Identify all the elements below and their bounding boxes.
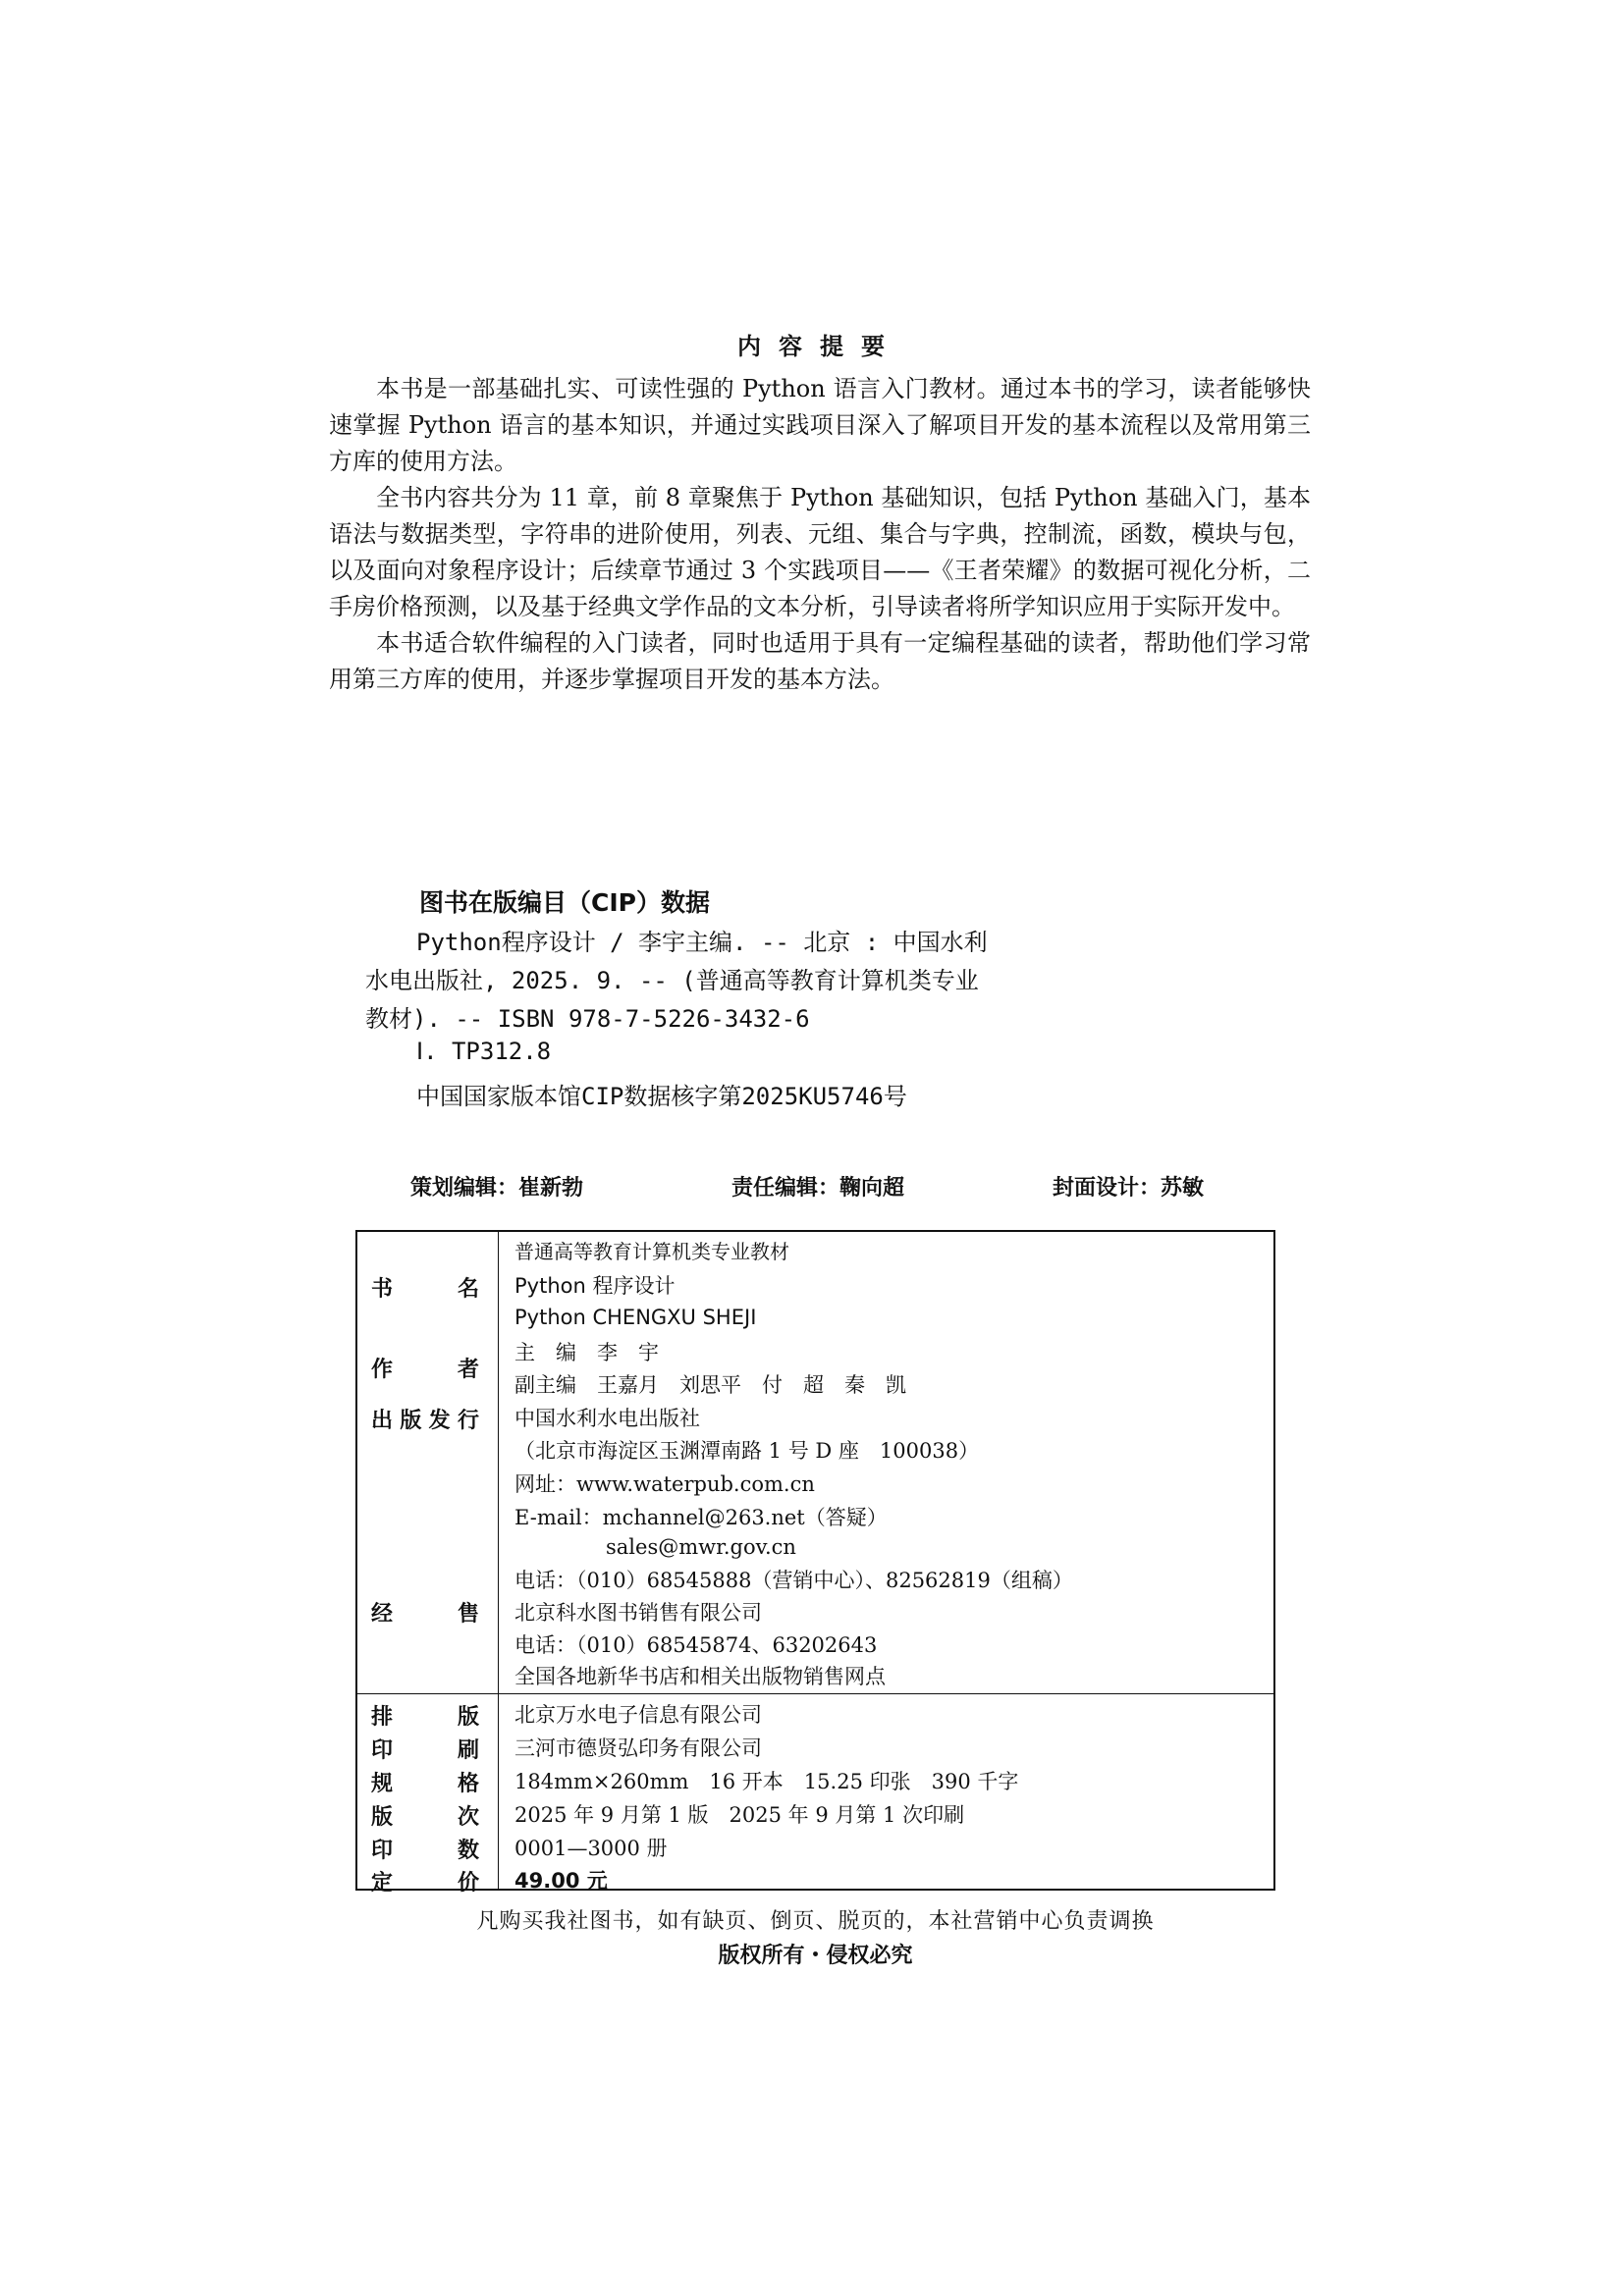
book-title: Python 程序设计 <box>514 1274 676 1298</box>
summary-paragraph: 本书适合软件编程的入门读者，同时也适用于具有一定编程基础的读者，帮助他们学习常用第三方库的使用，并逐步掌握项目开发的基本方法。 <box>329 629 1311 693</box>
book-price: 49.00 元 <box>514 1869 608 1893</box>
book-title-pinyin: Python CHENGXU SHEJI <box>514 1306 757 1329</box>
label-quantity: 印 数 <box>371 1839 479 1863</box>
seller-network: 全国各地新华书店和相关出版物销售网点 <box>514 1665 886 1688</box>
summary-paragraph: 全书内容共分为 11 章，前 8 章聚焦于 Python 基础知识，包括 Python 基础入门，基本语法与数据类型，字符串的进阶使用，列表、元组、集合与字典，控制流，函数，模块与包，以及面向对象程序设计；后续章节通过 3 个实践项目——《王者荣耀》的数据可视化分析，二手房价格预测，以及基于经典文学作品的文本分析，引导读者将所学知识应用于实际开发中。 <box>329 484 1311 620</box>
label-price: 定 价 <box>371 1871 479 1896</box>
cip-line: 水电出版社, 2025. 9. -- (普通高等教育计算机类专业 <box>365 967 979 994</box>
typesetter: 北京万水电子信息有限公司 <box>514 1703 762 1727</box>
cip-title: 图书在版编目（CIP）数据 <box>419 888 710 917</box>
printer: 三河市德贤弘印务有限公司 <box>514 1736 762 1760</box>
cip-line: Ⅰ. TP312.8 <box>416 1038 552 1065</box>
deputy-editors: 副主编 王嘉月 刘思平 付 超 秦 凯 <box>514 1373 906 1397</box>
label-typesetting: 排 版 <box>371 1705 479 1730</box>
book-info-table <box>355 1230 1275 1896</box>
publisher-name: 中国水利水电出版社 <box>514 1407 700 1430</box>
cip-line: 教材). -- ISBN 978-7-5226-3432-6 <box>365 1005 810 1033</box>
seller-phone: 电话：（010）68545874、63202643 <box>514 1633 878 1657</box>
summary-paragraph: 本书是一部基础扎实、可读性强的 Python 语言入门教材。通过本书的学习，读者能够快速掌握 Python 语言的基本知识，并通过实践项目深入了解项目开发的基本流程以及常用第三方库的使用方法。 <box>329 375 1311 475</box>
summary-title: 内容提要 <box>737 333 902 360</box>
series-name: 普通高等教育计算机类专业教材 <box>514 1240 789 1263</box>
cip-line: Python程序设计 / 李宇主编. -- 北京 : 中国水利 <box>416 929 988 956</box>
label-seller: 经 售 <box>371 1602 479 1627</box>
cip-line: 中国国家版本馆CIP数据核字第2025KU5746号 <box>416 1083 907 1110</box>
cover-designer: 封面设计：苏敏 <box>1053 1176 1205 1201</box>
copyright-notice: 版权所有・侵权必究 <box>718 1944 913 1968</box>
publisher-address: （北京市海淀区玉渊潭南路 1 号 D 座 100038） <box>514 1439 980 1463</box>
responsible-editor: 责任编辑：鞠向超 <box>731 1176 905 1201</box>
publisher-email: E-mail：mchannel@263.net（答疑） <box>514 1506 888 1529</box>
label-printing: 印 刷 <box>371 1738 479 1763</box>
publisher-phone: 电话：（010）68545888（营销中心）、82562819（组稿） <box>514 1569 1073 1592</box>
publisher-website: 网址：www.waterpub.com.cn <box>514 1472 815 1496</box>
planning-editor: 策划编辑：崔新勃 <box>410 1176 584 1201</box>
footer-notice: 凡购买我社图书，如有缺页、倒页、脱页的，本社营销中心负责调换 <box>476 1909 1155 1934</box>
label-publisher: 出 版 发 行 <box>371 1409 479 1433</box>
label-spec: 规 格 <box>371 1772 479 1796</box>
print-quantity: 0001—3000 册 <box>514 1837 668 1860</box>
publisher-email-sales: sales@mwr.gov.cn <box>606 1535 796 1559</box>
label-edition: 版 次 <box>371 1805 479 1830</box>
seller-name: 北京科水图书销售有限公司 <box>514 1601 762 1625</box>
label-author: 作 者 <box>371 1358 479 1382</box>
table-divider <box>498 1232 499 1889</box>
book-edition: 2025 年 9 月第 1 版 2025 年 9 月第 1 次印刷 <box>514 1803 965 1827</box>
table-divider <box>357 1693 1273 1694</box>
book-spec: 184mm×260mm 16 开本 15.25 印张 390 千字 <box>514 1770 1019 1793</box>
chief-editor: 主 编 李 宇 <box>514 1341 659 1364</box>
label-book-title: 书 名 <box>371 1277 479 1302</box>
summary-body <box>329 371 1311 698</box>
